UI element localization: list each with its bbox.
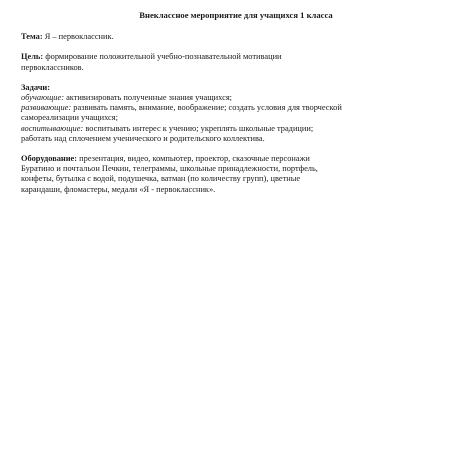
document-title: Внеклассное мероприятие для учащихся 1 класса [139, 10, 333, 20]
goal-text-line2: первоклассников. [21, 62, 84, 72]
task-kind-upbringing: воспитывающие: [21, 123, 84, 133]
equipment-label: Оборудование: [21, 154, 78, 164]
theme-text: Я – первоклассник. [42, 32, 114, 42]
task-item-teaching [21, 93, 441, 103]
goal-label: Цель: [21, 52, 44, 62]
equipment-line1: презентация, видео, компьютер, проектор, сказочные персонажи [77, 154, 310, 164]
equipment-line3: конфеты, бутылка с водой, подушечка, ватман (по количеству групп), цветные [21, 174, 301, 184]
task-text-developing-1: развивать память, внимание, воображение; создать условия для творческой [73, 103, 342, 113]
task-item-upbringing [21, 124, 441, 134]
task-text-developing-2: самореализации учащихся; [21, 113, 118, 123]
task-text-teaching: активизировать полученные знания учащихся; [66, 93, 232, 103]
tasks-section [21, 83, 441, 144]
document-page [21, 10, 441, 205]
task-text-upbringing-2: работать над сплочением ученического и родительского коллектива. [21, 133, 265, 143]
task-text-upbringing-1: воспитывать интерес к учению; укреплять школьные традиции; [85, 123, 314, 133]
equipment-line2: Буратино и почтальон Печкин, телеграммы, школьные принадлежности, портфель, [21, 164, 318, 174]
task-kind-teaching: обучающие: [21, 93, 64, 103]
equipment-line4: карандаши, фломастеры, медали «Я - первоклассник». [21, 184, 216, 194]
task-item-developing [21, 103, 441, 113]
tasks-label: Задачи: [21, 82, 51, 92]
equipment-section [21, 154, 441, 195]
task-kind-developing: развивающие: [21, 103, 72, 113]
goal-text-line1: формирование положительной учебно-познавательной мотивации [43, 52, 282, 62]
goal-paragraph [21, 52, 441, 72]
theme-label: Тема: [21, 32, 43, 42]
theme-paragraph [21, 32, 441, 42]
